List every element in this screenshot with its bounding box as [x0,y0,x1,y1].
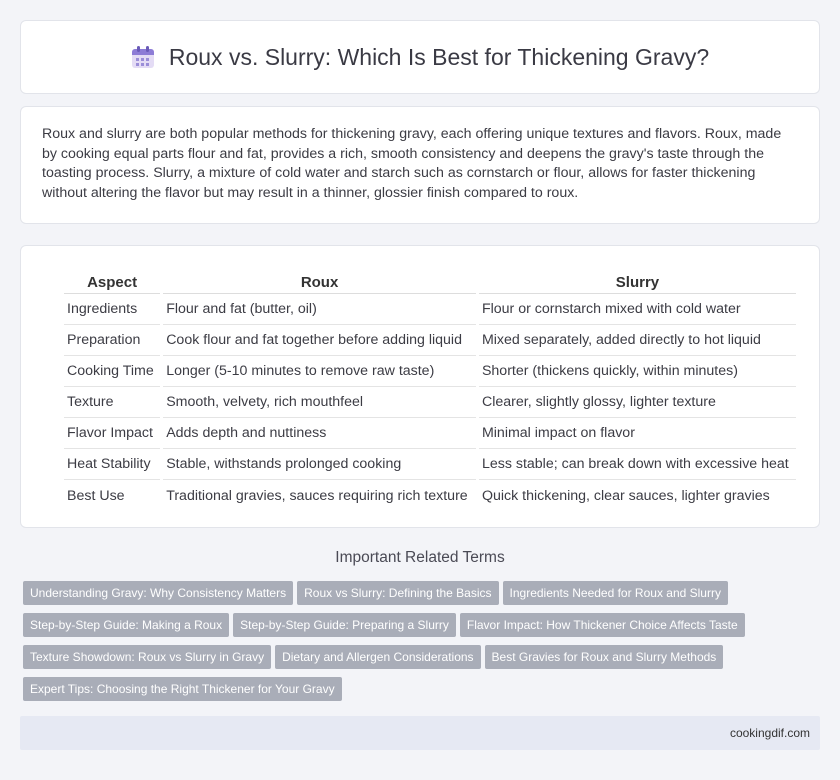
roux-cell: Traditional gravies, sauces requiring rich texture [166,487,468,504]
roux-cell: Smooth, velvety, rich mouthfeel [163,387,476,418]
column-header-roux: Roux [163,266,476,294]
related-term-tag[interactable]: Understanding Gravy: Why Consistency Matters [23,581,293,605]
comparison-table [61,266,799,511]
column-header-aspect: Aspect [64,266,160,294]
page-title: Roux vs. Slurry: Which Is Best for Thickening Gravy? [168,43,710,70]
slurry-cell: Shorter (thickens quickly, within minutes) [479,356,796,387]
slurry-cell: Mixed separately, added directly to hot liquid [479,325,796,356]
aspect-cell: Flavor Impact [64,418,160,449]
related-term-tag[interactable]: Flavor Impact: How Thickener Choice Affects Taste [460,613,745,637]
footer [20,716,820,750]
aspect-cell: Preparation [64,325,160,356]
table-row [64,418,796,449]
comparison-table-card [20,245,820,528]
table-row [64,325,796,356]
table-row [64,356,796,387]
related-term-tag[interactable]: Step-by-Step Guide: Preparing a Slurry [233,613,456,637]
column-header-slurry: Slurry [479,266,796,294]
related-terms-list [23,581,823,709]
table-row [64,480,796,511]
aspect-cell: Ingredients [64,294,160,325]
slurry-cell: Quick thickening, clear sauces, lighter gravies [481,487,770,504]
table-row [64,449,796,480]
related-terms-title: Important Related Terms [335,549,505,566]
related-term-tag[interactable]: Best Gravies for Roux and Slurry Methods [485,645,724,669]
related-term-tag[interactable]: Ingredients Needed for Roux and Slurry [503,581,728,605]
table-header-row [64,266,796,294]
aspect-cell: Cooking Time [64,356,160,387]
table-row [64,294,796,325]
footer-site-link[interactable]: cookingdif.com [729,726,810,740]
slurry-cell: Minimal impact on flavor [479,418,796,449]
related-term-tag[interactable]: Roux vs Slurry: Defining the Basics [297,581,498,605]
slurry-cell: Clearer, slightly glossy, lighter texture [479,387,796,418]
related-term-tag[interactable]: Expert Tips: Choosing the Right Thickener for Your Gravy [23,677,342,701]
intro-card [20,106,820,224]
aspect-cell: Heat Stability [64,449,160,480]
roux-cell: Flour and fat (butter, oil) [163,294,476,325]
roux-cell: Longer (5-10 minutes to remove raw taste) [163,356,476,387]
roux-cell: Cook flour and fat together before adding liquid [163,325,476,356]
aspect-cell: Texture [64,387,160,418]
slurry-cell: Less stable; can break down with excessive heat [479,449,796,480]
aspect-cell: Best Use [67,487,125,504]
roux-cell: Stable, withstands prolonged cooking [163,449,476,480]
title-card [20,20,820,94]
related-term-tag[interactable]: Dietary and Allergen Considerations [275,645,480,669]
calendar-icon [131,45,155,69]
slurry-cell: Flour or cornstarch mixed with cold water [479,294,796,325]
intro-paragraph: Roux and slurry are both popular methods for thickening gravy, each offering unique textures and flavors. Roux, made by cooking equal parts flour and fat, provides a rich, smooth consistency and deepens the gravy's taste through the toasting process. Slurry, a mixture of cold water and starch such as cornstarch or flour, allows for faster thickening without altering the flavor but may result in a thinner, glossier finish compared to roux. [42,126,782,201]
roux-cell: Adds depth and nuttiness [163,418,476,449]
table-row [64,387,796,418]
related-term-tag[interactable]: Step-by-Step Guide: Making a Roux [23,613,229,637]
related-term-tag[interactable]: Texture Showdown: Roux vs Slurry in Gravy [23,645,271,669]
